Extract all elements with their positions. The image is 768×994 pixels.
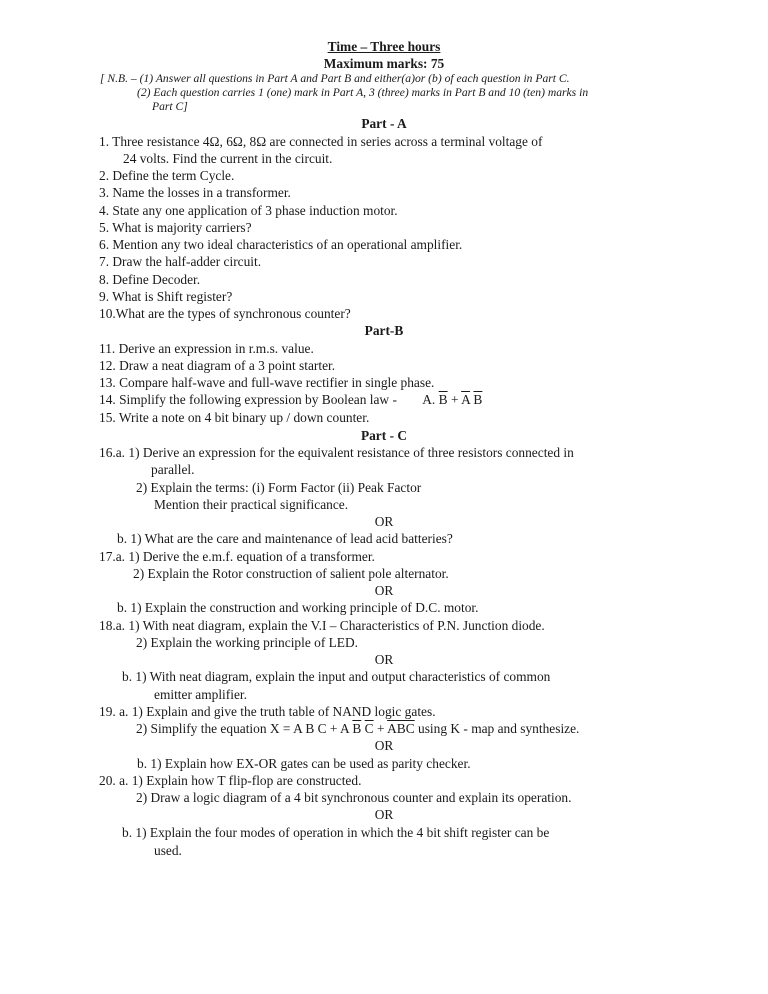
question-16a-2: 2) Explain the terms: (i) Form Factor (ii) Peak Factor — [136, 480, 422, 495]
question-15: 15. Write a note on 4 bit binary up / down counter. — [99, 410, 370, 425]
part-c-title: Part - C — [360, 428, 408, 443]
question-20a-2: 2) Draw a logic diagram of a 4 bit synchronous counter and explain its operation. — [136, 790, 572, 805]
question-20b-1-cont: used. — [154, 843, 182, 858]
eq-c-bar: $\overline{C}$ — [364, 721, 374, 736]
or-separator-17: OR — [374, 583, 394, 598]
question-18b-1: b. 1) With neat diagram, explain the input and output characteristics of common — [122, 669, 551, 684]
question-8: 8. Define Decoder. — [99, 272, 201, 287]
expr-term-b-bar: $\overline{B}$ — [438, 392, 448, 407]
eq-abc-bar: $\overline{ABC}$ — [387, 721, 415, 736]
question-13: 13. Compare half-wave and full-wave rectifier in single phase. — [99, 375, 435, 390]
question-17a-2: 2) Explain the Rotor construction of salient pole alternator. — [133, 566, 449, 581]
question-6: 6. Mention any two ideal characteristics of an operational amplifier. — [99, 237, 463, 252]
question-18b-1-cont: emitter amplifier. — [154, 687, 247, 702]
eq-b-bar: $\overline{B}$ — [352, 721, 362, 736]
question-19a-2 — [136, 720, 579, 737]
question-18a-1: 18.a. 1) With neat diagram, explain the V.I – Characteristics of P.N. Junction diode. — [99, 618, 545, 633]
question-17a-1: 17.a. 1) Derive the e.m.f. equation of a transformer. — [99, 549, 375, 564]
question-16a-2-cont: Mention their practical significance. — [154, 497, 349, 512]
instructions-line-2: (2) Each question carries 1 (one) mark in Part A, 3 (three) marks in Part B and 10 (ten) marks in — [137, 86, 589, 99]
part-a-title: Part - A — [361, 116, 407, 131]
question-1: 1. Three resistance 4Ω, 6Ω, 8Ω are connected in series across a terminal voltage of — [99, 134, 543, 149]
question-2: 2. Define the term Cycle. — [99, 168, 235, 183]
question-19b: b. 1) Explain how EX-OR gates can be used as parity checker. — [137, 756, 471, 771]
question-11: 11. Derive an expression in r.m.s. value. — [99, 341, 314, 356]
equation-prefix: 2) Simplify the equation X = A B C + A — [136, 721, 349, 736]
expr-term-a-bar: $\overline{A}$ — [461, 392, 471, 407]
expr-term-a: A. — [422, 392, 436, 407]
or-separator-18: OR — [374, 652, 394, 667]
equation-suffix: using K - map and synthesize. — [414, 721, 580, 736]
instructions-line-3: Part C] — [152, 100, 188, 113]
question-20b-1: b. 1) Explain the four modes of operation in which the 4 bit shift register can be — [122, 825, 550, 840]
boolean-expression — [422, 392, 482, 407]
question-20a-1: 20. a. 1) Explain how T flip-flop are constructed. — [99, 773, 362, 788]
eq-plus: + — [373, 721, 388, 736]
question-19a-1: 19. a. 1) Explain and give the truth table of NAND logic gates. — [99, 704, 436, 719]
question-10: 10.What are the types of synchronous counter? — [99, 306, 351, 321]
question-17b: b. 1) Explain the construction and working principle of D.C. motor. — [117, 600, 479, 615]
instructions-line-1: [ N.B. – (1) Answer all questions in Part A and Part B and either(a)or (b) of each question in Part C. — [100, 72, 570, 85]
question-5: 5. What is majority carriers? — [99, 220, 252, 235]
exam-time: Time – Three hours — [327, 39, 441, 54]
question-9: 9. What is Shift register? — [99, 289, 233, 304]
question-16a-1-cont: parallel. — [151, 462, 195, 477]
question-14 — [99, 391, 482, 408]
question-14-text: 14. Simplify the following expression by Boolean law - — [99, 392, 397, 407]
or-separator-20: OR — [374, 807, 394, 822]
or-separator-19: OR — [374, 738, 394, 753]
question-16a-1: 16.a. 1) Derive an expression for the equivalent resistance of three resistors connected in — [99, 445, 574, 460]
question-18a-2: 2) Explain the working principle of LED. — [136, 635, 359, 650]
part-b-title: Part-B — [364, 323, 404, 338]
question-4: 4. State any one application of 3 phase induction motor. — [99, 203, 398, 218]
or-separator-16: OR — [374, 514, 394, 529]
question-1-cont: 24 volts. Find the current in the circuit. — [123, 151, 333, 166]
expr-term-b2-bar: $\overline{B}$ — [473, 392, 483, 407]
question-12: 12. Draw a neat diagram of a 3 point starter. — [99, 358, 336, 373]
expr-plus: + — [450, 392, 459, 407]
maximum-marks: Maximum marks: 75 — [323, 56, 445, 71]
question-16b: b. 1) What are the care and maintenance of lead acid batteries? — [117, 531, 453, 546]
question-3: 3. Name the losses in a transformer. — [99, 185, 291, 200]
question-7: 7. Draw the half-adder circuit. — [99, 254, 262, 269]
